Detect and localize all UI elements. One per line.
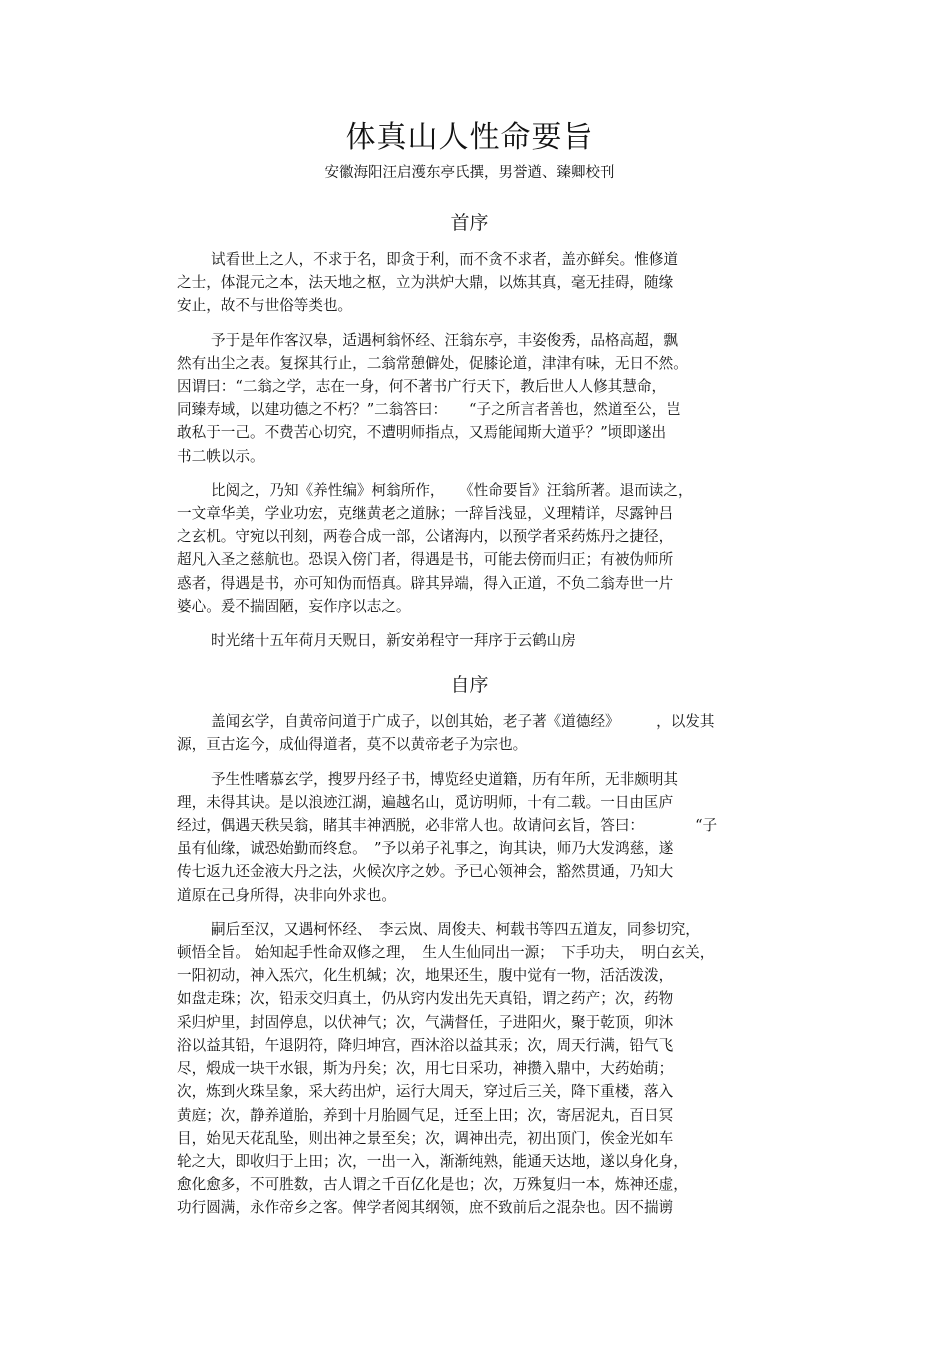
self-preface-heading: 自序 xyxy=(450,674,489,697)
document-page xyxy=(177,118,772,1231)
text-line: 试看世上之人，不求于名，即贪于利，而不贪不求者，盖亦鲜矣。惟修道 xyxy=(211,251,679,268)
text-line: 超凡入圣之慈航也。恐误入傍门者，得遇是书，可能去傍而归正；有被伪师所 xyxy=(177,551,674,569)
text-line: 顿悟全旨。 始知起手性命双修之理， 生人生仙同出一源； 下手功夫， 明白玄关， xyxy=(177,944,715,962)
self-preface-paragraph-3 xyxy=(177,918,772,1220)
text-line: 轮之大，即收归于上田；次，一出一入，渐渐纯熟，能通天达地，遂以身化身， xyxy=(177,1152,688,1170)
text-line: 尽，煅成一块干水银，斯为丹矣；次，用七日采功，神攒入鼎中，大药始萌； xyxy=(177,1060,674,1078)
text-line: 目，始见天花乱坠，则出神之景至矣；次，调神出壳，初出顶门，俟金光如车 xyxy=(177,1129,674,1147)
text-line: 盖闻玄学，自黄帝问道于广成子，以创其始，老子著《道德经》 ，以发其 xyxy=(211,713,715,731)
text-line: 安止，故不与世俗等类也。 xyxy=(177,297,353,315)
text-line: 予于是年作客汉皋，适遇柯翁怀经、汪翁东亭，丰姿俊秀，品格高超，飘 xyxy=(211,331,679,349)
text-line: 如盘走珠；次，铅汞交归真土，仍从窍内发出先天真铅，谓之药产；次，药物 xyxy=(177,990,674,1008)
document-subtitle: 安徽海阳汪启濩东亭氏撰，男誉遒、臻卿校刊 xyxy=(324,165,615,181)
preface-heading: 首序 xyxy=(450,212,489,234)
text-line: 浴以益其铅，午退阴符，降归坤宫，酉沐浴以益其汞；次，周天行满，铅气飞 xyxy=(177,1036,674,1054)
preface-paragraph-3 xyxy=(177,479,772,618)
text-line: 愈化愈多，不可胜数，古人谓之千百亿化是也；次，万殊复归一本，炼神还虚， xyxy=(177,1176,688,1194)
text-line: 嗣后至汉，又遇柯怀经、 李云岚、周俊夫、柯载书等四五道友，同参切究， xyxy=(211,920,700,938)
preface-paragraph-2 xyxy=(177,329,772,468)
text-line: 书二帙以示。 xyxy=(177,447,265,465)
text-line: 采归炉里，封固停息，以伏神气；次，气满督任，子进阳火，聚于乾顶，卯沐 xyxy=(177,1013,674,1031)
self-preface-paragraph-2 xyxy=(177,768,772,907)
text-line: 次，炼到火珠呈象，采大药出炉，运行大周天，穿过后三关，降下重楼，落入 xyxy=(177,1083,674,1101)
self-preface-paragraph-1 xyxy=(177,710,772,756)
text-line: 时光绪十五年荷月天贶日，新安弟程守一拜序于云鹤山房 xyxy=(211,632,576,650)
preface-signature xyxy=(177,629,772,652)
text-line: 同臻寿域，以建功德之不朽？”二翁答曰： “子之所言者善也，然道至公，岂 xyxy=(177,401,681,419)
text-line: 之士，体混元之本，法天地之枢，立为洪炉大鼎，以炼其真，毫无挂碍，随缘 xyxy=(177,274,674,292)
text-line: 婆心。爰不揣固陋，妄作序以志之。 xyxy=(177,597,411,615)
text-line: 然有出尘之表。复探其行止，二翁常憩僻处，促膝论道，津津有味，无日不然。 xyxy=(177,354,688,372)
text-line: 比阅之，乃知《养性编》柯翁所作， 《性命要旨》汪翁所著。退而读之， xyxy=(211,481,693,499)
text-line: 理，未得其诀。是以浪迹江湖，遍越名山，觅访明师，十有二载。一日由匡庐 xyxy=(177,793,674,811)
text-line: 一阳初动，神入炁穴，化生机缄；次，地果还生，腹中觉有一物，活活泼泼， xyxy=(177,967,674,985)
text-line: 黄庭；次，静养道胎，养到十月胎圆气足，迁至上田；次，寄居泥丸，百日冥 xyxy=(177,1106,674,1124)
text-line: 敢私于一己。不费苦心切究，不遭明师指点，又焉能闻斯大道乎？”顷即遂出 xyxy=(177,424,667,442)
text-line: 虽有仙缘，诚恐始勤而终怠。 ”予以弟子礼事之，询其诀，师乃大发鸿慈，遂 xyxy=(177,840,674,858)
text-line: 经过，偶遇天秩吴翁，睹其丰神洒脱，必非常人也。故请问玄旨，答曰： “子 xyxy=(177,817,718,835)
text-line: 惑者，得遇是书，亦可知伪而悟真。辟其异端，得入正道，不负二翁寿世一片 xyxy=(177,574,674,592)
text-line: 传七返九还金液大丹之法，火候次序之妙。予已心领神会，豁然贯通，乃知大 xyxy=(177,863,674,881)
text-line: 功行圆满，永作帝乡之客。俾学者阅其纲领，庶不致前后之混杂也。因不揣谫 xyxy=(177,1199,674,1217)
text-line: 道原在己身所得，决非向外求也。 xyxy=(177,886,396,904)
text-line: 因谓曰：“二翁之学，志在一身，何不著书广行天下，教后世人人修其慧命， xyxy=(177,378,667,396)
document-title: 体真山人性命要旨 xyxy=(345,120,594,155)
text-line: 予生性嗜慕玄学，搜罗丹经子书，博览经史道籍，历有年所，无非颇明其 xyxy=(211,770,679,788)
text-line: 之玄机。守宛以刊刻，两卷合成一部，公诸海内，以预学者采药炼丹之捷径， xyxy=(177,528,674,546)
preface-paragraph-1 xyxy=(177,248,772,318)
text-line: 源，亘古迄今，成仙得道者，莫不以黄帝老子为宗也。 xyxy=(177,736,528,754)
text-line: 一文章华美，学业功宏，克继黄老之道脉；一辞旨浅显，义理精详，尽露钟吕 xyxy=(177,505,674,523)
